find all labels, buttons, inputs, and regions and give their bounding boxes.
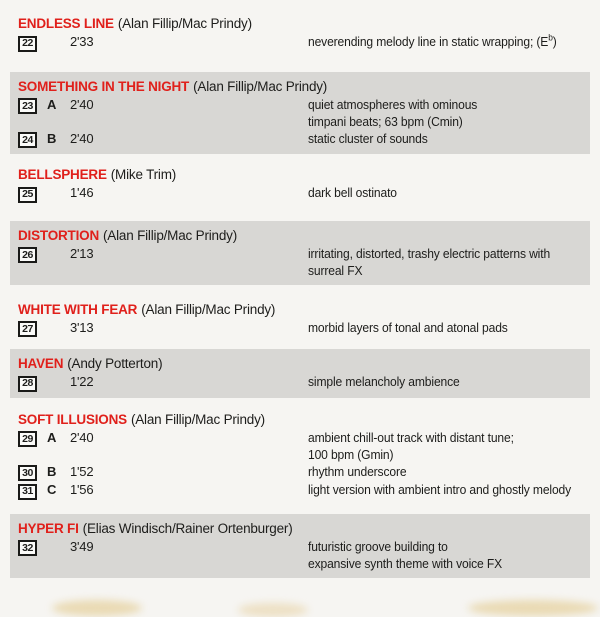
track-duration: 2'40: [70, 429, 94, 445]
track-variant-letter: B: [47, 130, 57, 146]
section-authors: (Alan Fillip/Mac Prindy): [117, 16, 252, 31]
description-text: timpani beats; 63 bpm (Cmin): [308, 113, 463, 129]
section-title-line: [18, 166, 582, 184]
description-text: quiet atmospheres with ominous: [308, 96, 478, 112]
track-section-white-with-fear: [10, 301, 590, 338]
track-description: [308, 463, 582, 480]
description-text: dark bell ostinato: [308, 185, 397, 200]
track-row: [18, 245, 582, 279]
section-authors: (Alan Fillip/Mac Prindy): [193, 78, 328, 94]
track-description: [308, 130, 582, 147]
description-text: light version with ambient intro and ghostly melody: [308, 482, 572, 497]
section-title: HYPER FI: [18, 520, 79, 536]
track-section-soft-illusions: [10, 411, 590, 500]
track-description: [308, 33, 582, 50]
section-title: DISTORTION: [18, 227, 100, 243]
track-row: [18, 130, 582, 149]
section-title: SOMETHING IN THE NIGHT: [18, 78, 190, 94]
scan-artifact: [52, 600, 142, 616]
track-description: [308, 373, 582, 390]
description-text: futuristic groove building to: [308, 538, 448, 554]
description-text: neverending melody line in static wrapping; (E: [308, 34, 549, 49]
section-authors: (Alan Fillip/Mac Prindy): [103, 227, 237, 243]
track-section-endless-line: [10, 15, 590, 52]
track-description: [308, 184, 582, 201]
description-text: irritating, distorted, trashy electric patterns with: [308, 245, 551, 261]
description-text: ambient chill-out track with distant tune;: [308, 429, 514, 445]
track-number-box: 28: [18, 376, 37, 392]
track-row: [18, 538, 582, 572]
track-number-box: 27: [18, 321, 37, 337]
description-text: morbid layers of tonal and atonal pads: [308, 319, 508, 335]
track-row: [18, 184, 582, 203]
track-number-box: 26: [18, 247, 37, 263]
track-section-distortion: [10, 221, 590, 285]
track-description: [308, 319, 582, 336]
track-duration: 1'52: [70, 463, 94, 479]
track-variant-letter: C: [47, 482, 57, 497]
description-text: expansive synth theme with voice FX: [308, 555, 503, 571]
section-title-line: [18, 411, 582, 429]
track-variant-letter: B: [47, 463, 57, 479]
track-number-box: 24: [18, 132, 37, 148]
track-description: [308, 245, 582, 279]
section-title: BELLSPHERE: [18, 167, 107, 182]
track-number-box: 22: [18, 36, 37, 52]
track-duration: 2'40: [70, 96, 94, 112]
track-variant-letter: A: [47, 429, 57, 445]
track-number-box: 31: [18, 484, 37, 500]
section-title-line: [18, 78, 582, 96]
track-duration: 2'40: [70, 130, 94, 146]
track-duration: 2'33: [70, 34, 94, 49]
track-row: [18, 319, 582, 338]
track-section-haven: [10, 349, 590, 398]
track-duration: 1'46: [70, 185, 94, 200]
section-authors: (Alan Fillip/Mac Prindy): [130, 411, 265, 427]
track-description: [308, 429, 582, 463]
track-number-box: 30: [18, 465, 37, 481]
description-text: simple melancholy ambience: [308, 374, 460, 389]
section-title: SOFT ILLUSIONS: [18, 411, 127, 427]
description-text: 100 bpm (Gmin): [308, 446, 394, 462]
track-duration: 1'22: [70, 374, 94, 389]
track-number-box: 23: [18, 98, 37, 114]
description-text: surreal FX: [308, 262, 363, 278]
section-title-line: [18, 301, 582, 319]
track-duration: 3'13: [70, 319, 94, 335]
track-row: [18, 96, 582, 130]
section-title: HAVEN: [18, 356, 64, 371]
track-section-hyper-fi: [10, 514, 590, 578]
track-number-box: 25: [18, 187, 37, 203]
section-title: WHITE WITH FEAR: [18, 301, 138, 317]
track-description: [308, 538, 582, 572]
section-title-line: [18, 355, 582, 373]
track-row: [18, 373, 582, 392]
scan-artifact: [468, 600, 598, 616]
scan-artifact: [238, 603, 308, 617]
description-text: static cluster of sounds: [308, 130, 428, 146]
section-authors: (Mike Trim): [110, 167, 177, 182]
track-row: [18, 33, 582, 52]
track-number-box: 29: [18, 431, 37, 447]
section-title-line: [18, 227, 582, 245]
track-section-something-in-the-night: [10, 72, 590, 155]
track-variant-letter: A: [47, 96, 57, 112]
track-number-box: 32: [18, 540, 37, 556]
track-duration: 2'13: [70, 245, 94, 261]
track-duration: 1'56: [70, 482, 94, 497]
track-row: [18, 463, 582, 482]
section-authors: (Andy Potterton): [67, 356, 163, 371]
track-section-bellsphere: [10, 166, 590, 203]
section-title: ENDLESS LINE: [18, 16, 114, 31]
flat-superscript: b: [548, 32, 553, 43]
section-authors: (Elias Windisch/Rainer Ortenburger): [82, 520, 293, 536]
track-row: [18, 481, 582, 500]
section-title-line: [18, 520, 582, 538]
description-text: rhythm underscore: [308, 463, 407, 479]
track-row: [18, 429, 582, 463]
section-authors: (Alan Fillip/Mac Prindy): [141, 301, 276, 317]
track-description: [308, 481, 591, 498]
track-duration: 3'49: [70, 538, 94, 554]
description-text: ): [552, 34, 557, 49]
track-description: [308, 96, 582, 130]
section-title-line: [18, 15, 582, 33]
